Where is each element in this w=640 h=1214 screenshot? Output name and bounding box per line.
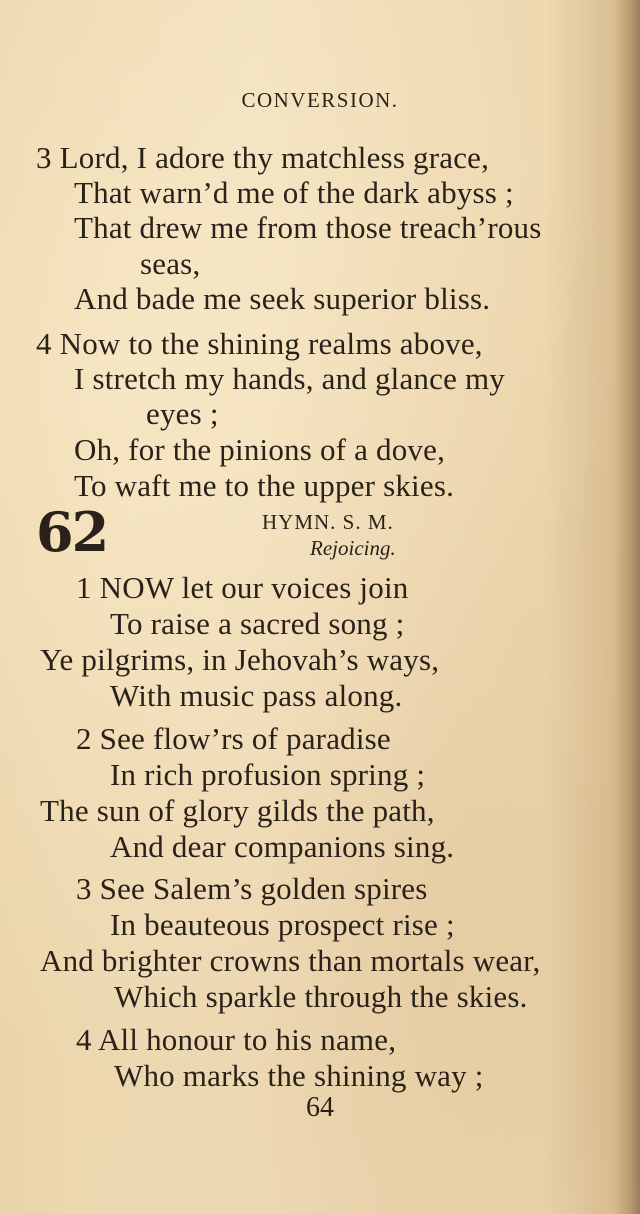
running-head: CONVERSION. bbox=[241, 88, 399, 112]
hymn-verse-2-line-2: In rich profusion spring ; bbox=[110, 757, 426, 792]
hymn-verse-4-line-2: Who marks the shining way ; bbox=[114, 1058, 484, 1093]
hymn-verse-1-line-1: 1 NOW let our voices join bbox=[76, 570, 409, 605]
verse-4-line-2: I stretch my hands, and glance my bbox=[74, 361, 506, 396]
hymn-verse-2-line-3: The sun of glory gilds the path, bbox=[40, 793, 435, 828]
verse-4-line-4: To waft me to the upper skies. bbox=[74, 468, 455, 503]
hymn-subtitle: Rejoicing. bbox=[310, 536, 396, 560]
hymn-number: 62 bbox=[36, 500, 108, 564]
hymn-verse-3-line-3: And brighter crowns than mortals wear, bbox=[40, 943, 541, 978]
page-edge-shadow bbox=[614, 0, 640, 1214]
hymn-verse-3-line-2: In beauteous prospect rise ; bbox=[110, 907, 455, 942]
hymn-verse-1-line-2: To raise a sacred song ; bbox=[110, 606, 405, 641]
hymn-heading: HYMN. S. M. bbox=[262, 510, 394, 534]
verse-3-line-1: 3 Lord, I adore thy matchless grace, bbox=[36, 140, 490, 175]
verse-4-line-3: Oh, for the pinions of a dove, bbox=[74, 432, 446, 467]
verse-4-line-2-cont: eyes ; bbox=[146, 396, 219, 431]
hymn-verse-3-line-4: Which sparkle through the skies. bbox=[114, 979, 528, 1014]
verse-3-line-4: And bade me seek superior bliss. bbox=[74, 281, 491, 316]
hymn-verse-4-line-1: 4 All honour to his name, bbox=[76, 1022, 397, 1057]
hymn-verse-2-line-4: And dear companions sing. bbox=[110, 829, 455, 864]
verse-3-line-3: That drew me from those treach’rous bbox=[74, 210, 542, 245]
verse-3-line-3-cont: seas, bbox=[140, 246, 201, 281]
page-number: 64 bbox=[306, 1092, 334, 1123]
verse-3-line-2: That warn’d me of the dark abyss ; bbox=[74, 175, 514, 210]
hymn-verse-3-line-1: 3 See Salem’s golden spires bbox=[76, 871, 428, 906]
hymn-verse-1-line-3: Ye pilgrims, in Jehovah’s ways, bbox=[40, 642, 440, 677]
hymn-verse-2-line-1: 2 See flow’rs of paradise bbox=[76, 721, 391, 756]
hymn-verse-1-line-4: With music pass along. bbox=[110, 678, 403, 713]
verse-4-line-1: 4 Now to the shining realms above, bbox=[36, 326, 483, 361]
